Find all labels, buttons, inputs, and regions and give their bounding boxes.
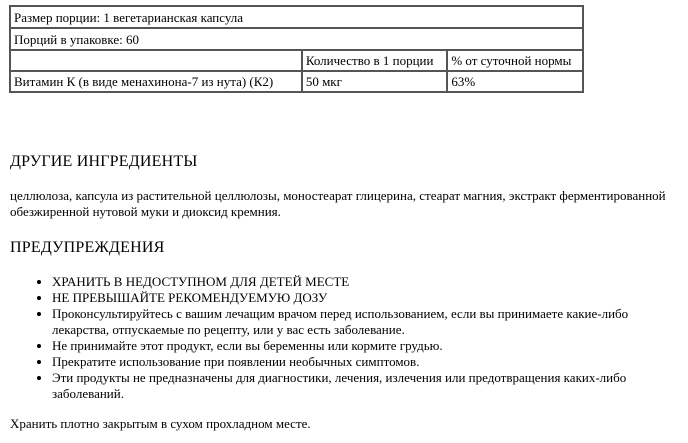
header-amount-cell: Количество в 1 порции [302,50,448,71]
other-ingredients-heading: ДРУГИЕ ИНГРЕДИЕНТЫ [10,153,198,170]
other-ingredients-text: целлюлоза, капсула из растительной целлюлозы, моностеарат глицерина, стеарат магния, экстракт ферментированной обезжиренной нутовой муки и диоксид кремния. [10,188,666,219]
header-name-cell [10,50,302,71]
warnings-list [10,274,680,402]
warnings-heading: ПРЕДУПРЕЖДЕНИЯ [10,239,165,256]
table-row [10,71,583,92]
list-item: • Не принимайте этот продукт, если вы беременны или кормите грудью. [52,338,680,354]
list-item: • ХРАНИТЬ В НЕДОСТУПНОМ ДЛЯ ДЕТЕЙ МЕСТЕ [52,274,680,290]
table-header-row [10,50,583,71]
list-item: • НЕ ПРЕВЫШАЙТЕ РЕКОМЕНДУЕМУЮ ДОЗУ [52,290,680,306]
list-item: • Проконсультируйтесь с вашим лечащим врачом перед использованием, если вы принимаете какие-либо лекарства, отпускаемые по рецепту, или у вас есть заболевание. [52,306,680,338]
serving-size-row [10,6,583,28]
serving-size-cell: Размер порции: 1 вегетарианская капсула [10,6,583,28]
nutrient-amount-cell: 50 мкг [302,71,448,92]
storage-instructions-text: Хранить плотно закрытым в сухом прохладном месте. [10,416,311,431]
nutrient-name-cell: Витамин К (в виде менахинона-7 из нута) (К2) [10,71,302,92]
header-daily-value-cell: % от суточной нормы [447,50,583,71]
nutrient-daily-value-cell: 63% [447,71,583,92]
list-item: • Прекратите использование при появлении необычных симптомов. [52,354,680,370]
supplement-facts-table [9,5,584,93]
servings-per-container-cell: Порций в упаковке: 60 [10,28,583,50]
servings-per-container-row [10,28,583,50]
list-item: • Эти продукты не предназначены для диагностики, лечения, излечения или предотвращения каких-либо заболеваний. [52,370,680,402]
